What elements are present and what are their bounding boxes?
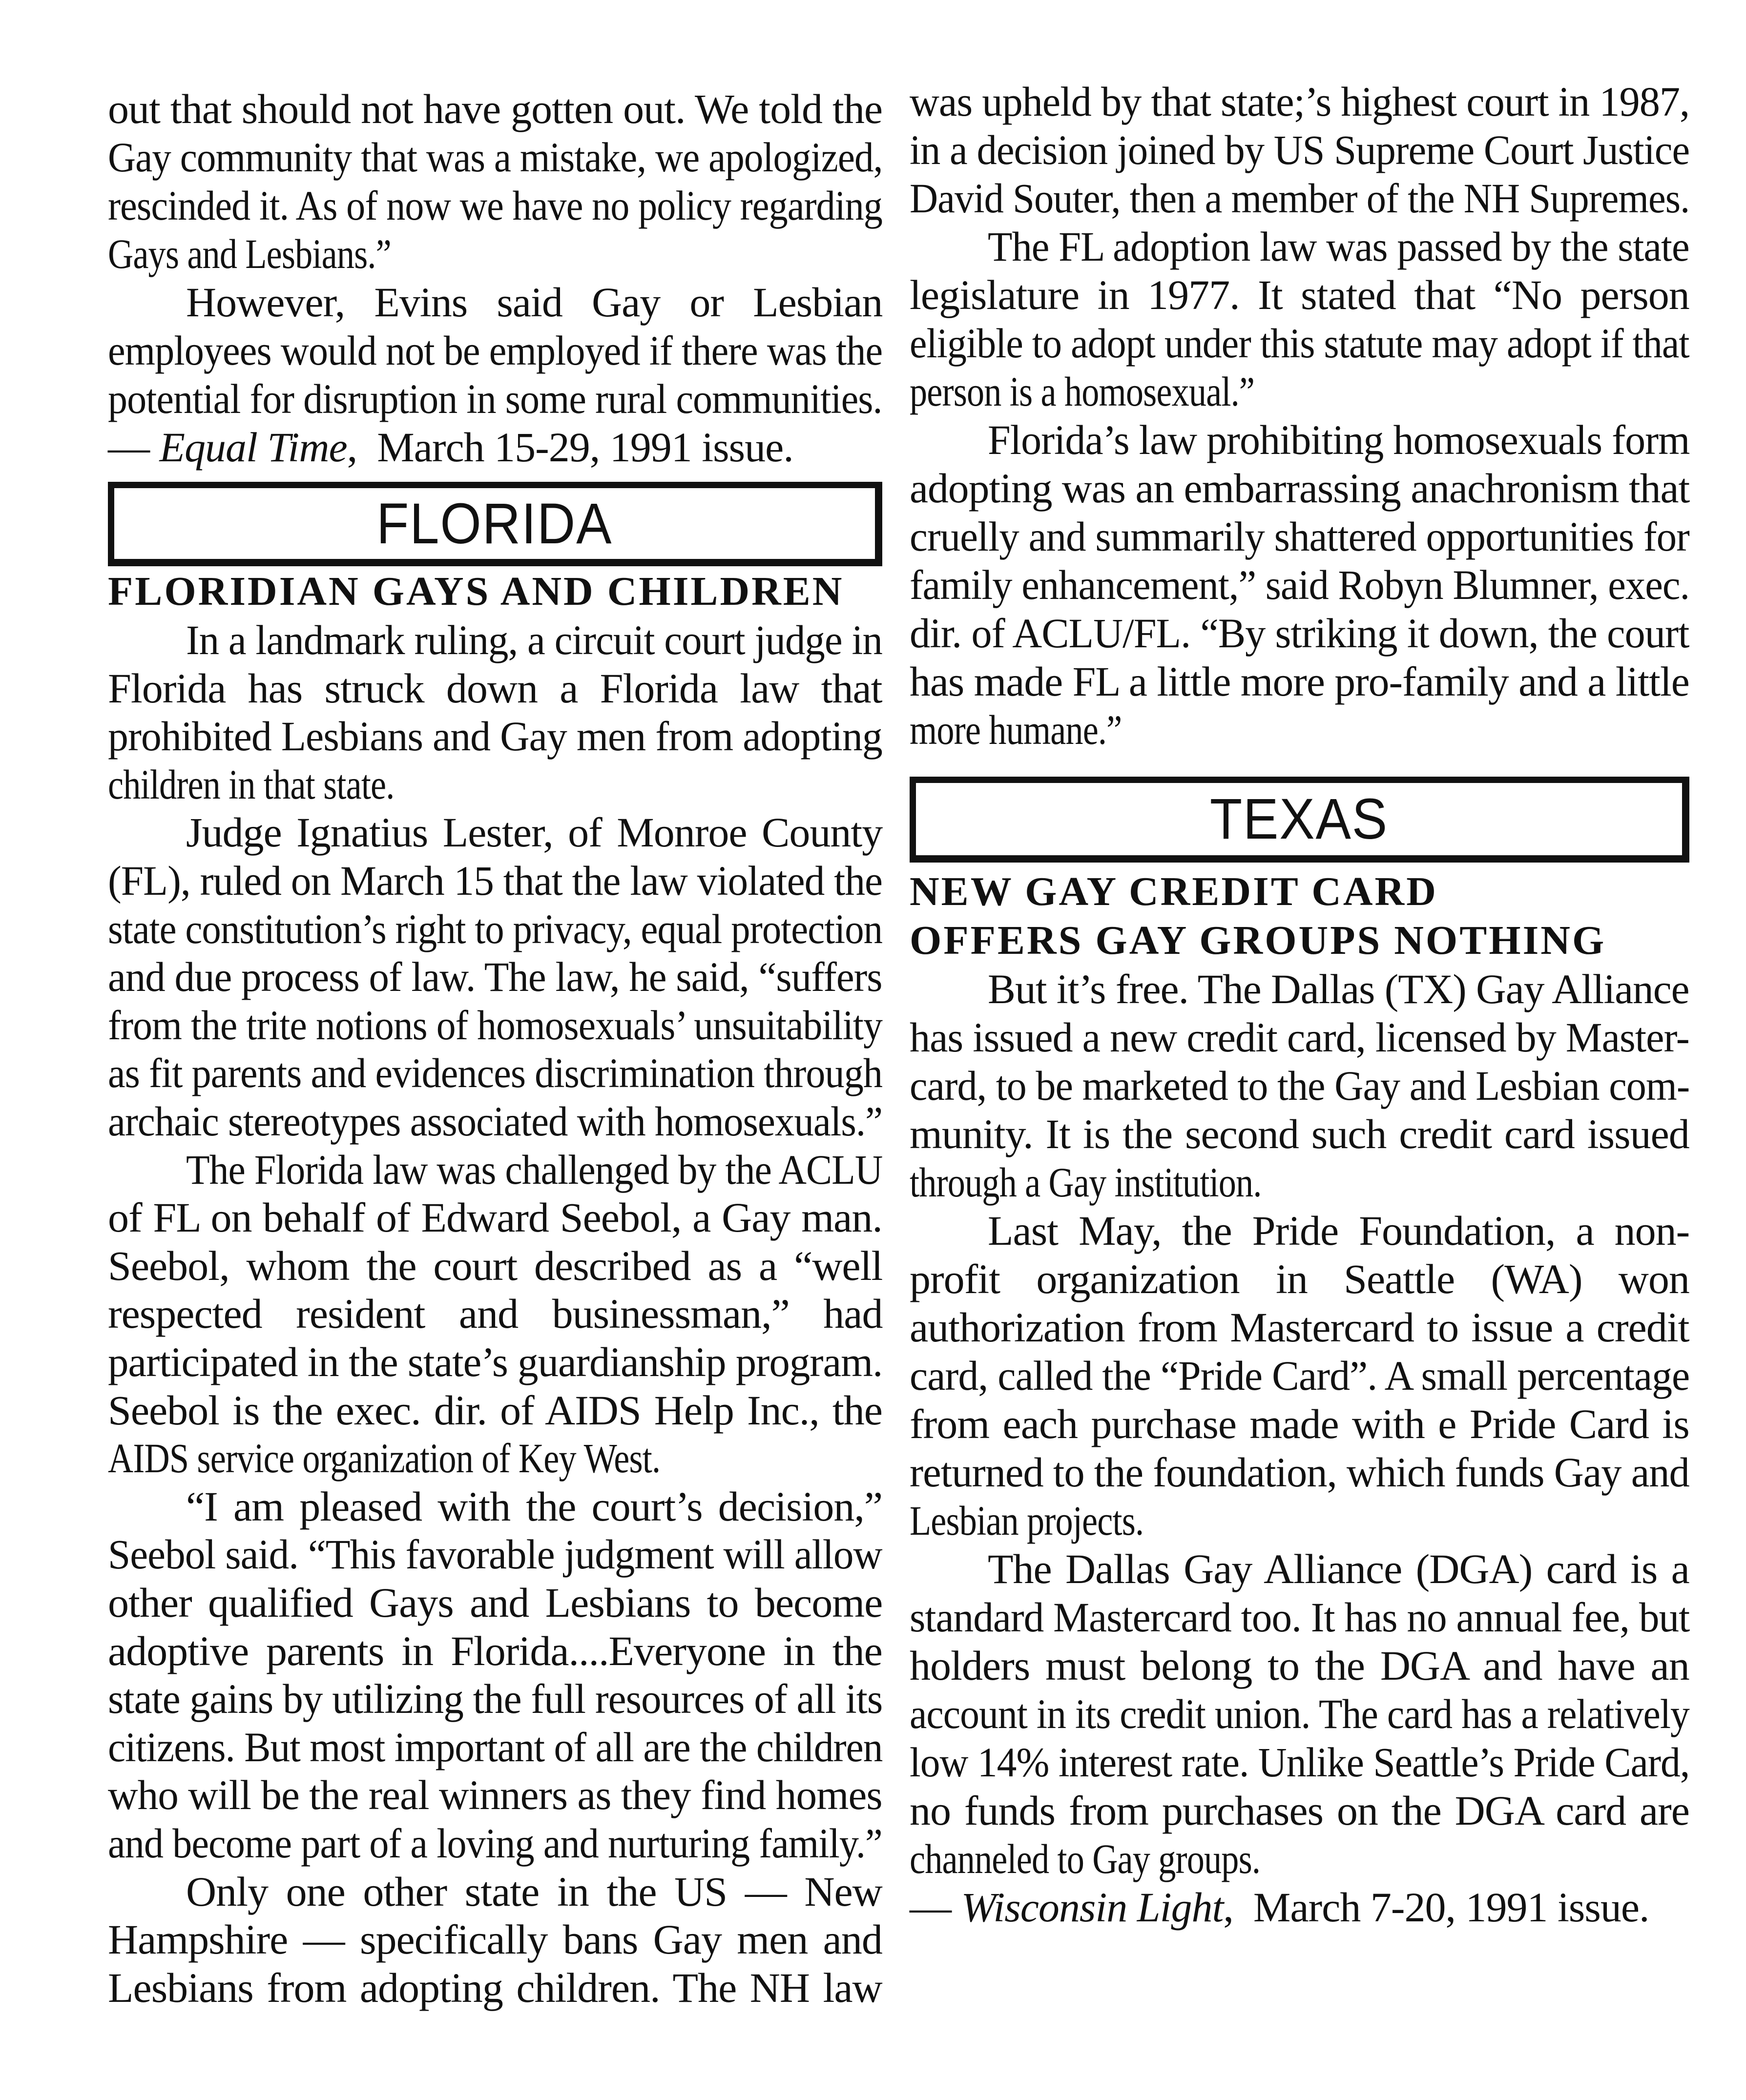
body-line: as fit parents and evidences discrimination through: [108, 1050, 882, 1097]
body-line: has made FL a little more pro-family and a little: [910, 658, 1689, 705]
body-line: The FL adoption law was passed by the state: [988, 223, 1689, 270]
body-line: “I am pleased with the court’s decision,”: [186, 1482, 883, 1530]
body-line: However, Evins said Gay or Lesbian: [186, 279, 883, 326]
body-line: from each purchase made with e Pride Card is: [910, 1400, 1689, 1447]
source-credit: [108, 426, 882, 475]
body-line: state constitution’s right to privacy, equal protection: [108, 905, 883, 952]
state-section-title: TEXAS: [1209, 787, 1389, 851]
body-line: citizens. But most important of all are the children: [108, 1723, 883, 1771]
body-line: Lesbian projects.: [910, 1497, 1144, 1544]
body-line: and due process of law. The law, he said, “suffers: [108, 953, 882, 1001]
body-line: of FL on behalf of Edward Seebol, a Gay man.: [108, 1194, 882, 1241]
body-line: state gains by utilizing the full resources of all its: [108, 1675, 883, 1723]
body-line: AIDS service organization of Key West.: [108, 1435, 661, 1482]
publication-name: Wisconsin Light: [961, 1884, 1224, 1931]
body-line: David Souter, then a member of the NH Supremes.: [910, 175, 1690, 222]
body-line: The Florida law was challenged by the ACLU: [186, 1146, 883, 1193]
body-line: archaic stereotypes associated with homosexuals.”: [108, 1098, 883, 1145]
body-line: and become part of a loving and nurturing family.”: [108, 1820, 882, 1867]
body-line: who will be the real winners as they find homes: [108, 1771, 882, 1819]
body-line: holders must belong to the DGA and have an: [910, 1642, 1689, 1689]
state-section-title: FLORIDA: [376, 491, 613, 556]
body-line: Seebol is the exec. dir. of AIDS Help Inc., the: [108, 1386, 882, 1434]
body-line: respected resident and businessman,” had: [108, 1290, 883, 1338]
body-line: Florida has struck down a Florida law that: [108, 664, 882, 712]
body-line: family enhancement,” said Robyn Blumner, exec.: [910, 561, 1690, 608]
body-line: more humane.”: [910, 706, 1122, 753]
body-line: prohibited Lesbians and Gay men from adopting: [108, 713, 882, 760]
body-line: channeled to Gay groups.: [910, 1835, 1261, 1882]
body-line: adopting was an embarrassing anachronism that: [910, 465, 1690, 512]
body-line: (FL), ruled on March 15 that the law violated the: [108, 857, 883, 904]
body-line: participated in the state’s guardianship program.: [108, 1338, 883, 1385]
body-line: Lesbians from adopting children. The NH law: [108, 1964, 882, 2011]
body-line: children in that state.: [108, 761, 395, 808]
article-headline-line-2: OFFERS GAY GROUPS NOTHING: [910, 918, 1606, 963]
body-line: Last May, the Pride Foundation, a non-: [988, 1207, 1690, 1254]
state-section-box-texas: [910, 777, 1689, 863]
article-headline-line-1: NEW GAY CREDIT CARD: [910, 869, 1438, 914]
body-line: potential for disruption in some rural communities.: [108, 375, 882, 422]
body-line: Florida’s law prohibiting homosexuals form: [988, 416, 1690, 463]
publication-name: Equal Time: [159, 424, 347, 471]
body-line: Seebol said. “This favorable judgment will allow: [108, 1531, 882, 1578]
body-line: from the trite notions of homosexuals’ unsuitability: [108, 1001, 882, 1049]
source-credit-text: — Wisconsin Light, March 7-20, 1991 issue.: [910, 1884, 1649, 1931]
source-credit: [910, 1886, 1689, 1935]
body-line: has issued a new credit card, licensed by Master-: [910, 1014, 1689, 1061]
body-line: Seebol, whom the court described as a “well: [108, 1242, 883, 1289]
body-line: cruelly and summarily shattered opportunities for: [910, 513, 1689, 560]
body-line: dir. of ACLU/FL. “By striking it down, the court: [910, 610, 1689, 657]
body-line: Only one other state in the US — New: [186, 1868, 882, 1915]
body-line: Gays and Lesbians.”: [108, 230, 391, 277]
body-line: no funds from purchases on the DGA card are: [910, 1787, 1689, 1834]
body-line: was upheld by that state;’s highest court in 1987,: [910, 78, 1690, 125]
source-credit-text: — Equal Time, March 15-29, 1991 issue.: [108, 424, 793, 471]
body-line: The Dallas Gay Alliance (DGA) card is a: [988, 1545, 1689, 1592]
body-line: card, to be marketed to the Gay and Lesbian com-: [910, 1062, 1690, 1109]
body-line: other qualified Gays and Lesbians to become: [108, 1579, 883, 1626]
article-headline: FLORIDIAN GAYS AND CHILDREN: [108, 569, 844, 614]
body-line: authorization from Mastercard to issue a credit: [910, 1304, 1689, 1351]
body-line: Gay community that was a mistake, we apologized,: [108, 134, 883, 181]
body-line: In a landmark ruling, a circuit court judge in: [186, 617, 882, 663]
body-line: profit organization in Seattle (WA) won: [910, 1256, 1689, 1302]
body-line: Judge Ignatius Lester, of Monroe County: [186, 809, 883, 856]
body-line: eligible to adopt under this statute may adopt if that: [910, 320, 1689, 367]
body-line: through a Gay institution.: [910, 1159, 1262, 1206]
body-line: returned to the foundation, which funds Gay and: [910, 1449, 1689, 1496]
body-line: card, called the “Pride Card”. A small percentage: [910, 1352, 1690, 1399]
body-line: out that should not have gotten out. We told the: [108, 85, 883, 132]
body-line: in a decision joined by US Supreme Court Justice: [910, 126, 1690, 173]
body-line: legislature in 1977. It stated that “No person: [910, 271, 1689, 318]
body-line: low 14% interest rate. Unlike Seattle’s Pride Card,: [910, 1739, 1690, 1786]
state-section-box-florida: [108, 482, 882, 566]
body-line: adoptive parents in Florida....Everyone in the: [108, 1627, 882, 1674]
body-line: person is a homosexual.”: [910, 368, 1255, 415]
body-line: But it’s free. The Dallas (TX) Gay Alliance: [988, 966, 1689, 1012]
body-line: employees would not be employed if there was the: [108, 327, 883, 374]
body-line: rescinded it. As of now we have no policy regarding: [108, 182, 882, 229]
body-line: Hampshire — specifically bans Gay men and: [108, 1916, 882, 1963]
body-line: account in its credit union. The card has a relatively: [910, 1690, 1689, 1737]
body-line: standard Mastercard too. It has no annual fee, but: [910, 1594, 1690, 1641]
body-line: munity. It is the second such credit card issued: [910, 1111, 1689, 1157]
